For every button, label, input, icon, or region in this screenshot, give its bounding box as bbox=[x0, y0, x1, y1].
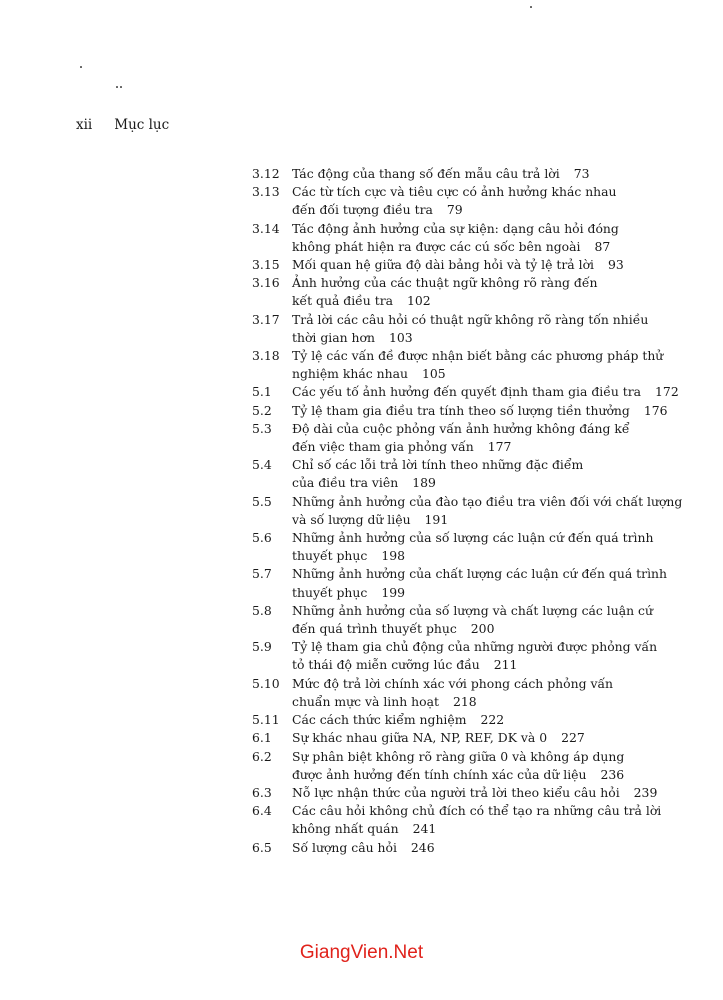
entry-line-text: Các câu hỏi không chủ đích có thể tạo ra những câu trả lời bbox=[292, 803, 662, 819]
entry-number: 3.15 bbox=[252, 257, 280, 273]
entry-page-number: 198 bbox=[381, 548, 405, 564]
entry-line-text: Tỷ lệ các vấn đề được nhận biết bằng các phương pháp thử bbox=[292, 348, 664, 364]
entry-number: 6.3 bbox=[252, 784, 272, 800]
toc-entry bbox=[252, 347, 672, 383]
entry-line bbox=[292, 474, 672, 492]
toc-entry bbox=[252, 839, 672, 857]
entry-page-number: 227 bbox=[561, 730, 585, 746]
entry-line-text: đến việc tham gia phỏng vấn bbox=[292, 439, 474, 455]
entry-line bbox=[292, 220, 672, 238]
entry-text bbox=[292, 748, 672, 784]
entry-page-number: 105 bbox=[421, 366, 446, 382]
entry-page-number: 177 bbox=[487, 439, 512, 455]
entry-line-text: Sự phân biệt không rõ ràng giữa 0 và không áp dụng bbox=[292, 748, 625, 764]
entry-line bbox=[292, 638, 672, 656]
entry-number: 5.2 bbox=[252, 402, 272, 418]
entry-line-text: Những ảnh hưởng của đào tạo điều tra viên đối với chất lượng bbox=[292, 493, 683, 509]
entry-line-text: Mối quan hệ giữa độ dài bảng hỏi và tỷ lệ trả lời bbox=[292, 257, 594, 273]
entry-line bbox=[292, 256, 672, 274]
entry-line bbox=[292, 493, 682, 511]
entry-number: 6.2 bbox=[252, 748, 272, 764]
entry-text bbox=[292, 420, 672, 456]
section-title: Mục lục bbox=[114, 117, 170, 133]
entry-line-text: nghiệm khác nhau bbox=[292, 366, 408, 382]
entry-line bbox=[292, 238, 672, 256]
entry-page-number: 103 bbox=[388, 329, 413, 345]
watermark-footer: GiangVien.Net bbox=[299, 942, 424, 963]
entry-text bbox=[292, 347, 672, 383]
entry-line-text: đến quá trình thuyết phục bbox=[292, 621, 457, 637]
entry-line-text: không phát hiện ra được các cú sốc bên ngoài bbox=[292, 238, 581, 254]
entry-number: 3.14 bbox=[252, 220, 280, 236]
entry-line bbox=[292, 675, 672, 693]
entry-line-text: Những ảnh hưởng của số lượng và chất lượng các luận cứ bbox=[292, 602, 653, 618]
entry-text bbox=[292, 529, 672, 565]
entry-page-number: 239 bbox=[633, 784, 658, 800]
entry-page-number: 102 bbox=[407, 293, 431, 309]
entry-text bbox=[292, 711, 672, 729]
entry-line-text: Các từ tích cực và tiêu cực có ảnh hưởng khác nhau bbox=[292, 184, 617, 200]
entry-line bbox=[292, 656, 672, 674]
toc-entry bbox=[252, 311, 672, 347]
entry-number: 5.5 bbox=[252, 493, 272, 509]
entry-line bbox=[292, 711, 672, 729]
toc-entry bbox=[252, 675, 672, 711]
entry-number: 3.12 bbox=[252, 166, 280, 181]
toc-entry bbox=[252, 729, 672, 747]
entry-line bbox=[292, 292, 672, 310]
entry-text bbox=[292, 638, 672, 674]
entry-line-text: thuyết phục bbox=[292, 548, 368, 564]
toc-entry bbox=[252, 456, 672, 492]
toc-entry bbox=[252, 711, 672, 729]
entry-text bbox=[292, 256, 672, 274]
entry-page-number: 199 bbox=[381, 584, 405, 600]
entry-line-text: Tác động của thang số đến mẫu câu trả lời bbox=[292, 166, 560, 181]
entry-page-number: 176 bbox=[643, 402, 668, 418]
entry-line bbox=[292, 456, 672, 474]
entry-line-text: đến đối tượng điều tra bbox=[292, 202, 433, 218]
running-header bbox=[76, 117, 169, 133]
entry-line bbox=[292, 693, 672, 711]
entry-line-text: Tỷ lệ tham gia điều tra tính theo số lượng tiền thưởng bbox=[292, 402, 630, 418]
entry-line-text: thuyết phục bbox=[292, 584, 368, 600]
entry-line bbox=[292, 365, 672, 383]
entry-text bbox=[292, 565, 672, 601]
entry-line bbox=[292, 420, 672, 438]
entry-line bbox=[292, 511, 682, 529]
entry-line-text: thời gian hơn bbox=[292, 329, 375, 345]
entry-text bbox=[292, 383, 679, 401]
entry-text bbox=[292, 675, 672, 711]
entry-line-text: chuẩn mực và linh hoạt bbox=[292, 693, 439, 709]
entry-line bbox=[292, 383, 679, 401]
entry-text bbox=[292, 220, 672, 256]
entry-line bbox=[292, 584, 672, 602]
entry-line-text: Các cách thức kiểm nghiệm bbox=[292, 712, 467, 728]
entry-number: 5.8 bbox=[252, 602, 272, 618]
entry-page-number: 246 bbox=[410, 839, 435, 855]
toc-entry bbox=[252, 383, 679, 401]
entry-number: 6.4 bbox=[252, 803, 272, 819]
entry-line-text: Tác động ảnh hưởng của sự kiện: dạng câu hỏi đóng bbox=[292, 220, 619, 236]
entry-number: 6.5 bbox=[252, 839, 272, 855]
entry-line bbox=[292, 784, 672, 802]
entry-text bbox=[292, 839, 672, 857]
entry-line-text: của điều tra viên bbox=[292, 475, 399, 491]
entry-line bbox=[292, 438, 672, 456]
entry-line bbox=[292, 183, 672, 201]
entry-line bbox=[292, 274, 672, 292]
entry-text bbox=[292, 802, 672, 838]
entry-line bbox=[292, 766, 672, 784]
entry-line-text: được ảnh hưởng đến tính chính xác của dữ liệu bbox=[292, 766, 587, 782]
toc-entry bbox=[252, 183, 672, 219]
entry-page-number: 189 bbox=[412, 475, 436, 491]
entry-line-text: Tỷ lệ tham gia chủ động của những người được phỏng vấn bbox=[292, 639, 658, 655]
entry-page-number: 87 bbox=[594, 238, 611, 254]
entry-line bbox=[292, 565, 672, 583]
entry-line bbox=[292, 839, 672, 857]
entry-line bbox=[292, 529, 672, 547]
entry-page-number: 200 bbox=[470, 621, 495, 637]
entry-line-text: Những ảnh hưởng của chất lượng các luận cứ đến quá trình bbox=[292, 566, 667, 582]
entry-line-text: Sự khác nhau giữa NA, NP, REF, DK và 0 bbox=[292, 730, 548, 746]
entry-line-text: Những ảnh hưởng của số lượng các luận cứ đến quá trình bbox=[292, 530, 654, 546]
entry-page-number: 172 bbox=[655, 384, 679, 400]
entry-line-text: Các yếu tố ảnh hưởng đến quyết định tham gia điều tra bbox=[292, 384, 642, 400]
entry-line bbox=[292, 820, 672, 838]
toc-entry bbox=[252, 602, 672, 638]
toc-entry bbox=[252, 256, 672, 274]
entry-number: 5.6 bbox=[252, 530, 272, 546]
entry-line bbox=[292, 311, 672, 329]
entry-text bbox=[292, 493, 682, 529]
entry-page-number: 222 bbox=[480, 712, 505, 728]
toc-entry bbox=[252, 802, 672, 838]
entry-number: 5.1 bbox=[252, 384, 272, 400]
entry-page-number: 236 bbox=[600, 766, 625, 782]
entry-text bbox=[292, 402, 672, 420]
entry-page-number: 191 bbox=[424, 511, 449, 527]
entry-line bbox=[292, 402, 672, 420]
entry-line bbox=[292, 748, 672, 766]
page-number: xii bbox=[76, 117, 93, 133]
toc-entry bbox=[252, 220, 672, 256]
entry-page-number: 79 bbox=[446, 202, 463, 218]
entry-line bbox=[292, 547, 672, 565]
toc-entry bbox=[252, 784, 672, 802]
entry-line-text: Ảnh hưởng của các thuật ngữ không rõ ràng đến bbox=[292, 275, 598, 291]
entry-number: 5.3 bbox=[252, 420, 272, 436]
entry-line-text: không nhất quán bbox=[292, 821, 399, 837]
entry-line-text: Số lượng câu hỏi bbox=[292, 839, 397, 855]
toc-entry bbox=[252, 565, 672, 601]
entry-text bbox=[292, 729, 672, 747]
toc-entry bbox=[252, 529, 672, 565]
entry-line bbox=[292, 347, 672, 365]
entry-line bbox=[292, 602, 672, 620]
entry-line bbox=[292, 729, 672, 747]
entry-page-number: 218 bbox=[452, 693, 477, 709]
entry-line-text: Trả lời các câu hỏi có thuật ngữ không rõ ràng tốn nhiều bbox=[292, 311, 649, 327]
entry-number: 5.9 bbox=[252, 639, 272, 655]
entry-line-text: Nỗ lực nhận thức của người trả lời theo kiểu câu hỏi bbox=[292, 784, 620, 800]
entry-line-text: tỏ thái độ miễn cưỡng lúc đầu bbox=[292, 657, 480, 673]
entry-line bbox=[292, 802, 672, 820]
toc-entry bbox=[252, 748, 672, 784]
entry-line bbox=[292, 329, 672, 347]
entry-line bbox=[292, 165, 672, 183]
toc-entry bbox=[252, 402, 672, 420]
entry-text bbox=[292, 165, 672, 183]
entry-text bbox=[292, 311, 672, 347]
entry-number: 5.7 bbox=[252, 566, 272, 582]
toc-entry bbox=[252, 165, 672, 183]
entry-number: 6.1 bbox=[252, 730, 272, 746]
entry-page-number: 241 bbox=[412, 821, 437, 837]
entry-number: 3.18 bbox=[252, 348, 280, 364]
entry-page-number: 211 bbox=[493, 657, 518, 673]
entry-line-text: Mức độ trả lời chính xác với phong cách phỏng vấn bbox=[292, 675, 614, 691]
toc-entry bbox=[252, 638, 672, 674]
toc-entry bbox=[252, 274, 672, 310]
entry-text bbox=[292, 183, 672, 219]
entry-text bbox=[292, 602, 672, 638]
table-of-figures bbox=[252, 165, 683, 857]
entry-line-text: kết quả điều tra bbox=[292, 293, 394, 309]
entry-line bbox=[292, 620, 672, 638]
entry-number: 5.10 bbox=[252, 675, 280, 691]
entry-line-text: và số lượng dữ liệu bbox=[292, 511, 411, 527]
entry-text bbox=[292, 784, 672, 802]
entry-line-text: Chỉ số các lỗi trả lời tính theo những đặc điểm bbox=[292, 457, 584, 473]
entry-text bbox=[292, 274, 672, 310]
entry-line-text: Độ dài của cuộc phỏng vấn ảnh hưởng không đáng kể bbox=[292, 420, 630, 436]
entry-page-number: 93 bbox=[608, 257, 624, 273]
entry-number: 3.16 bbox=[252, 275, 280, 291]
entry-line bbox=[292, 201, 672, 219]
toc-entry bbox=[252, 420, 672, 456]
entry-text bbox=[292, 456, 672, 492]
entry-number: 3.17 bbox=[252, 311, 280, 327]
entry-number: 3.13 bbox=[252, 184, 280, 200]
entry-number: 5.4 bbox=[252, 457, 272, 473]
toc-entry bbox=[252, 493, 683, 529]
entry-number: 5.11 bbox=[252, 712, 280, 728]
entry-page-number: 73 bbox=[573, 166, 590, 181]
